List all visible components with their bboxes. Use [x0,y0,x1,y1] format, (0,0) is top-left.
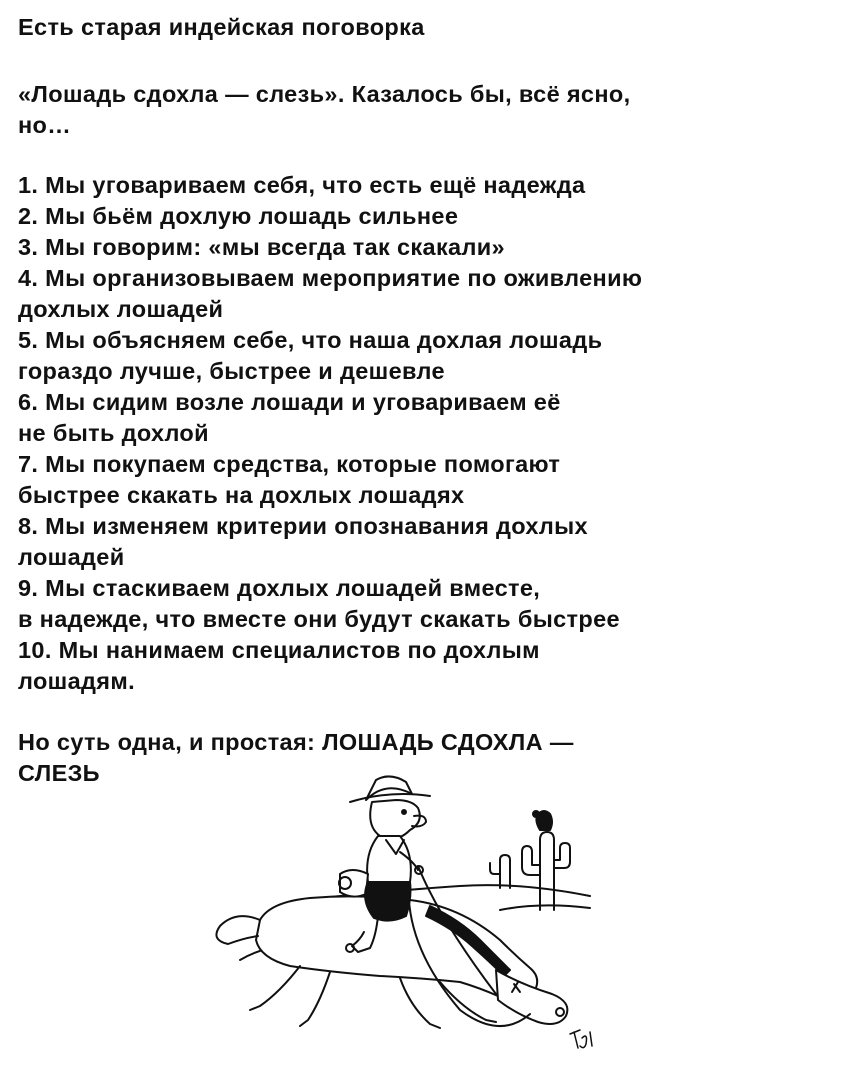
proverb-line: «Лошадь сдохла — слезь». Казалось бы, всё ясно, [18,81,631,107]
artist-signature [570,1030,592,1048]
heading [18,12,833,43]
list-line: 6. Мы сидим возле лошади и уговариваем её [18,389,561,415]
list-line: не быть дохлой [18,420,209,446]
cartoon-illustration [200,770,600,1070]
list-line: лошадей [18,544,125,570]
list-line: 9. Мы стаскиваем дохлых лошадей вместе, [18,575,541,601]
list-line: в надежде, что вместе они будут скакать быстрее [18,606,620,632]
heading-text: Есть старая индейская поговорка [18,14,425,40]
cactus-icon [490,832,570,910]
list-line: 3. Мы говорим: «мы всегда так скакали» [18,234,505,260]
list-line: быстрее скакать на дохлых лошадях [18,482,465,508]
proverb-paragraph [18,79,833,141]
list-line: 10. Мы нанимаем специалистов по дохлым [18,637,540,663]
list-line: 2. Мы бьём дохлую лошадь сильнее [18,203,459,229]
list-line: 1. Мы уговариваем себя, что есть ещё надежда [18,172,586,198]
conclusion-line: Но суть одна, и простая: ЛОШАДЬ СДОХЛА — [18,729,574,755]
list-line: 8. Мы изменяем критерии опознавания дохлых [18,513,588,539]
list-line: 5. Мы объясняем себе, что наша дохлая лошадь [18,327,603,353]
vulture-icon [533,811,552,830]
list-line: гораздо лучше, быстрее и дешевле [18,358,445,384]
proverb-line: но… [18,112,72,138]
list-line: дохлых лошадей [18,296,224,322]
numbered-list [18,170,833,697]
list-line: 4. Мы организовываем мероприятие по оживлению [18,265,643,291]
conclusion-line: СЛЕЗЬ [18,760,100,786]
list-line: лошадям. [18,668,135,694]
list-line: 7. Мы покупаем средства, которые помогают [18,451,561,477]
